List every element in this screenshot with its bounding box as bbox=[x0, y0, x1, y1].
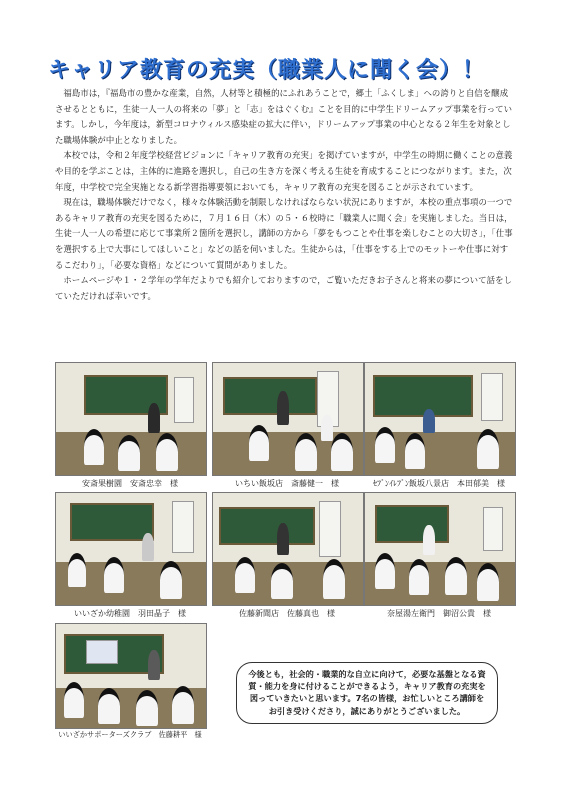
photo-naya-yuzaemon bbox=[364, 492, 516, 606]
photo-caption: いいざかサポーターズクラブ 佐藤耕平 様 bbox=[58, 730, 202, 739]
photo-iizaka-kindergarten bbox=[55, 492, 207, 606]
paragraph: 現在は，職場体験だけでなく，様々な体験活動を制限しなければならない状況にありますが，本校の重点事項の一つであるキャリア教育の充実を図るために，７月１６日（木）の５・６校時に「職業人に聞く会」を実施しました。当日は，生徒一人一人の希望に応じて事業所２箇所を選択し，講師の方から「夢をもつことや仕事を楽しむことの大切さ」，「仕事を選択する上で大事にしてほしいこと」などの話を伺いました。生徒からは，「仕事をする上でのモットーや仕事に対するこだわり」，「必要な資格」などについて質問がありました。 bbox=[55, 197, 513, 270]
photo-iizaka-supporters bbox=[55, 623, 207, 729]
photo-caption: 奈屋湯左衛門 御沼公貴 様 bbox=[387, 609, 491, 618]
photo-caption: ｾﾌﾞﾝｲﾚﾌﾞﾝ飯坂八景店 本田郁美 様 bbox=[373, 479, 505, 488]
photo-caption: 安斎果樹園 安斎忠幸 様 bbox=[82, 479, 178, 488]
photo-caption: いいざか幼稚園 羽田晶子 様 bbox=[74, 609, 186, 618]
photo-ansai-orchard bbox=[55, 362, 207, 476]
photo-caption: 佐藤新聞店 佐藤真也 様 bbox=[239, 609, 335, 618]
paragraph: ホームページや１・２学年の学年だよりでも紹介しておりますので，ご覧いただきお子さんと将来の夢について話をしていただければ幸いです。 bbox=[55, 275, 513, 301]
photo-caption: いちい飯坂店 斎藤健一 様 bbox=[235, 479, 339, 488]
photo-ichii-iizaka bbox=[212, 362, 364, 476]
paragraph: 福島市は，『福島市の豊かな産業，自然，人材等と積極的にふれあうことで，郷土「ふくしま」への誇りと自信を醸成させるとともに，生徒一人一人の将来の「夢」と「志」をはぐくむ』ことを目的に中学生ドリームアップ事業を行っています。しかし，今年度は，新型コロナウィルス感染症の拡大に伴い，ドリームアップ事業の中心となる２年生を対象とした職場体験が中止となりました。 bbox=[55, 88, 513, 145]
article-body bbox=[55, 86, 515, 304]
paragraph: 本校では，令和２年度学校経営ビジョンに「キャリア教育の充実」を掲げていますが，中学生の時期に働くことの意義や目的を学ぶことは，主体的に進路を選択し，自己の生き方を深く考える生徒を育成することにつながります。また，次年度，中学校で完全実施となる新学習指導要領においても，キャリア教育の充実を図ることが示されています。 bbox=[55, 150, 513, 192]
photo-sato-newspaper bbox=[212, 492, 364, 606]
closing-notice: 今後とも，社会的・職業的な自立に向けて，必要な基盤となる資質・能力を身に付けることができるよう，キャリア教育の充実を図っていきたいと思います。7名の皆様，お忙しいところ講師をお引き受けくださり，誠にありがとうございました。 bbox=[236, 662, 498, 724]
page-title: キャリア教育の充実（職業人に聞く会）！ bbox=[48, 58, 486, 83]
photo-seven-eleven bbox=[364, 362, 516, 476]
